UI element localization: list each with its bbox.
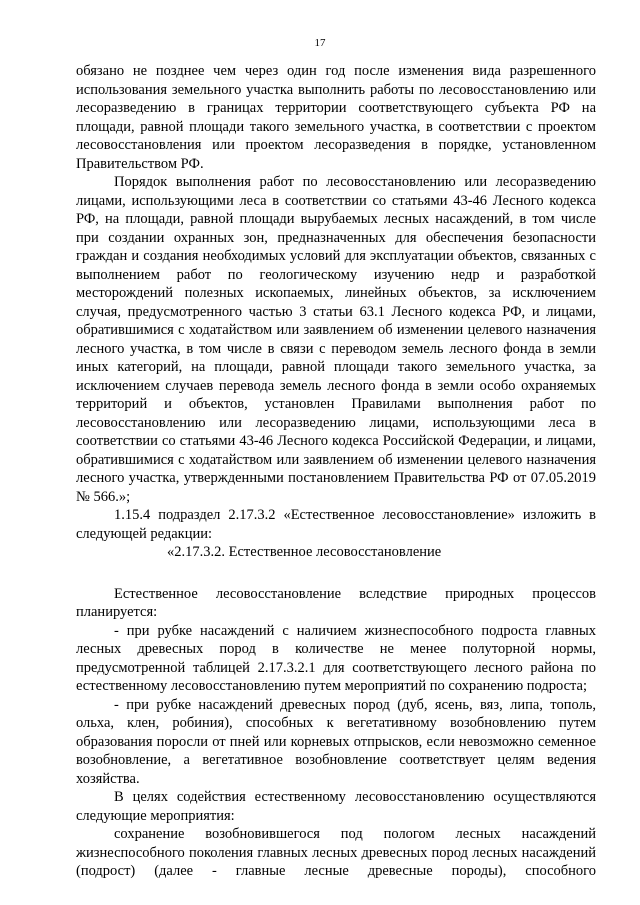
document-body	[76, 62, 596, 881]
paragraph-assistance-measures: В целях содействия естественному лесовосстановлению осуществляются следующие мероприятия:	[76, 789, 596, 824]
paragraph-procedure: Порядок выполнения работ по лесовосстановлению или лесоразведению лицами, использующими леса в соответствии со статьями 43-46 Лесного кодекса РФ, на площади, равной площади вырубаемых лесных насаждений, в том числе при создании охранных зон, предназначенных для обеспечения безопасности граждан и создания необходимых условий для эксплуатации объектов, связанных с выполнением работ по геологическому изучению недр и разработкой месторождений полезных ископаемых, линейных объектов, за исключением случая, предусмотренного частью 3 статьи 63.1 Лесного кодекса РФ, и лицами, обратившимися с ходатайством или заявлением об изменении целевого назначения лесного участка, в том числе в связи с переводом земель лесного фонда в земли иных категорий, на площади, равной площади такого земельного участка, за исключением случаев перевода земель лесного фонда в земли особо охраняемых территорий и объектов, установлен Правилами выполнения работ по лесовосстановлению или лесоразведению лицами, использующими леса в соответствии со статьями 43-46 Лесного кодекса Российской Федерации, и лицами, обратившимися с ходатайством или заявлением об изменении целевого назначения лесного участка, утвержденными постановлением Правительства РФ от 07.05.2019 № 566.»;	[76, 174, 596, 505]
section-title: «2.17.3.2. Естественное лесовосстановление	[167, 544, 442, 560]
paragraph-continuation: обязано не позднее чем через один год после изменения вида разрешенного использования земельного участка выполнить работы по лесовосстановлению или лесоразведению в границах территории соответствующего субъекта РФ на площади, равной площади такого земельного участка, в соответствии с проектом лесовосстановления или проектом лесоразведения в порядке, установленном Правительством РФ.	[76, 63, 596, 172]
paragraph-natural-regeneration: Естественное лесовосстановление вследствие природных процессов планируется:	[76, 585, 596, 620]
list-item: - при рубке насаждений древесных пород (дуб, ясень, вяз, липа, тополь, ольха, клен, робиния), способных к вегетативному возобновлению путем образования поросли от пней или корневых отпрысков, если невозможно семенное возобновление, а вегетативное возобновление соответствует целям ведения хозяйства.	[76, 696, 596, 787]
paragraph-amendment: 1.15.4 подраздел 2.17.3.2 «Естественное лесовосстановление» изложить в следующей редакции:	[76, 507, 596, 542]
list-item: - при рубке насаждений с наличием жизнеспособного подроста главных лесных древесных пород в количестве не менее полуторной нормы, предусмотренной таблицей 2.17.3.2.1 для соответствующего лесного района по естественному лесовосстановлению путем мероприятий по сохранению подроста;	[76, 622, 596, 694]
page-number: 17	[314, 37, 326, 49]
paragraph-preservation: сохранение возобновившегося под пологом лесных насаждений жизнеспособного поколения главных лесных древесных пород лесных насаждений (подрост) (далее - главные лесные древесные породы), способного	[76, 826, 596, 879]
